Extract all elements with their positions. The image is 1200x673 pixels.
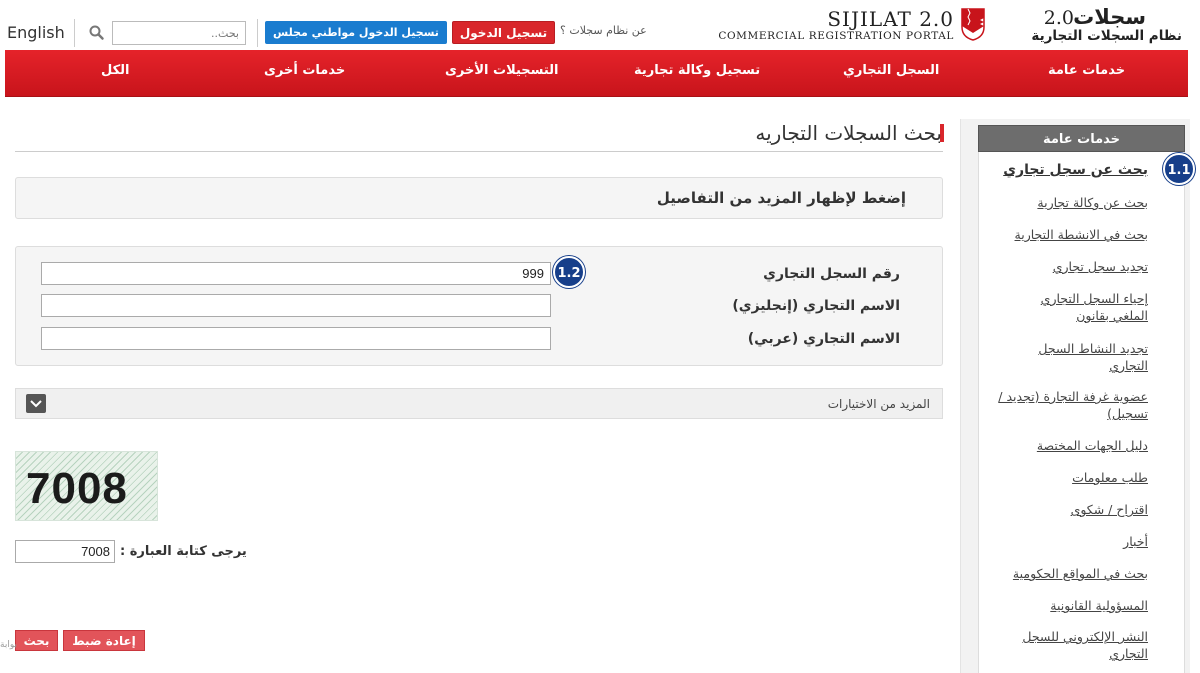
cr-number-input[interactable]: [41, 262, 551, 285]
more-details-link[interactable]: إضغط لإظهار المزيد من التفاصيل: [656, 189, 906, 207]
logo-english-subtitle: COMMERCIAL REGISTRATION PORTAL: [718, 30, 954, 42]
gcc-login-button[interactable]: تسجيل الدخول مواطني مجلس: [265, 21, 447, 44]
watermark: بوابة: [0, 640, 17, 650]
nav-item-other-services[interactable]: خدمات أخرى: [264, 63, 346, 78]
header-divider: [74, 19, 75, 47]
sidebar-item-suggestion[interactable]: اقتراح / شكوى: [1070, 502, 1148, 517]
more-options-label: المزيد من الاختيارات: [827, 397, 930, 411]
logo-english-title: SIJILAT 2.0: [827, 7, 954, 31]
logo-arabic-version: 2.0: [1043, 7, 1074, 29]
sidebar-item-news[interactable]: أخبار: [1123, 534, 1148, 549]
sidebar-item-renew-cr[interactable]: تجديد سجل تجاري: [1052, 259, 1148, 274]
sidebar-item-chamber-membership[interactable]: عضوية غرفة التجارة (تجديد / تسجيل): [998, 389, 1148, 421]
name-ar-input[interactable]: [41, 327, 551, 350]
nav-item-commercial-agency[interactable]: تسجيل وكالة تجارية: [634, 63, 761, 78]
language-switch-link[interactable]: English: [7, 23, 65, 42]
sidebar: [960, 119, 1190, 673]
site-logo[interactable]: [716, 5, 1186, 45]
sidebar-item-search-agency[interactable]: بحث عن وكالة تجارية: [1037, 195, 1148, 210]
sidebar-item-gov-sites[interactable]: بحث في المواقع الحكومية: [1012, 566, 1148, 581]
logo-arabic-title: سجلات: [1073, 5, 1146, 29]
sidebar-item-search-cr[interactable]: بحث عن سجل تجاري: [1003, 162, 1148, 178]
sidebar-item-legal[interactable]: المسؤولية القانونية: [1050, 598, 1148, 613]
name-en-input[interactable]: [41, 294, 551, 317]
nav-item-all[interactable]: الكل: [101, 63, 130, 78]
chevron-down-icon[interactable]: [26, 394, 46, 413]
name-ar-label: الاسم التجاري (عربي): [747, 331, 900, 347]
search-form: [15, 246, 943, 366]
search-icon[interactable]: [84, 21, 110, 45]
search-input[interactable]: [112, 21, 246, 45]
reset-button[interactable]: إعادة ضبط: [63, 630, 145, 651]
nav-item-commercial-register[interactable]: السجل التجاري: [843, 63, 940, 78]
sidebar-item-search-activities[interactable]: بحث في الانشطة التجارية: [1014, 227, 1148, 242]
sidebar-menu: [978, 152, 1185, 673]
logo-arabic-subtitle: نظام السجلات التجارية: [1031, 28, 1182, 44]
step-badge: 1.1: [1163, 153, 1195, 185]
main-nav: [5, 50, 1188, 97]
more-options-accordion[interactable]: [15, 388, 943, 419]
sidebar-item-authorities-guide[interactable]: دليل الجهات المختصة: [1036, 438, 1148, 453]
bahrain-emblem-icon: [960, 7, 986, 41]
captcha-image: [15, 451, 158, 521]
cr-number-label: رقم السجل التجاري: [763, 266, 900, 282]
captcha-label: يرجى كتابة العبارة :: [120, 544, 247, 559]
login-button[interactable]: تسجيل الدخول: [452, 21, 555, 44]
captcha-input[interactable]: [15, 540, 115, 563]
more-details-panel[interactable]: [15, 177, 943, 219]
nav-item-other-registrations[interactable]: التسجيلات الأخرى: [445, 63, 559, 78]
sidebar-item-e-publishing[interactable]: النشر الإلكتروني للسجل التجاري: [1022, 629, 1148, 661]
top-header: [0, 0, 1200, 50]
sidebar-header: خدمات عامة: [978, 125, 1185, 152]
about-sijilat-link[interactable]: عن نظام سجلات ؟: [560, 24, 647, 37]
title-divider: [15, 151, 943, 152]
step-badge: 1.2: [553, 256, 585, 288]
sidebar-item-revive-cr[interactable]: إحياء السجل التجاري الملغي بقانون: [1040, 291, 1148, 323]
name-en-label: الاسم التجاري (إنجليزي): [732, 298, 900, 314]
nav-item-general-services[interactable]: خدمات عامة: [1048, 63, 1126, 78]
page-title: بحث السجلات التجاريه: [755, 121, 942, 145]
header-divider: [257, 19, 258, 47]
captcha-code: 7008: [26, 464, 128, 513]
sidebar-item-request-info[interactable]: طلب معلومات: [1072, 470, 1148, 485]
sidebar-item-renew-activity[interactable]: تجديد النشاط السجل التجاري: [1038, 341, 1148, 373]
search-button[interactable]: بحث: [15, 630, 58, 651]
